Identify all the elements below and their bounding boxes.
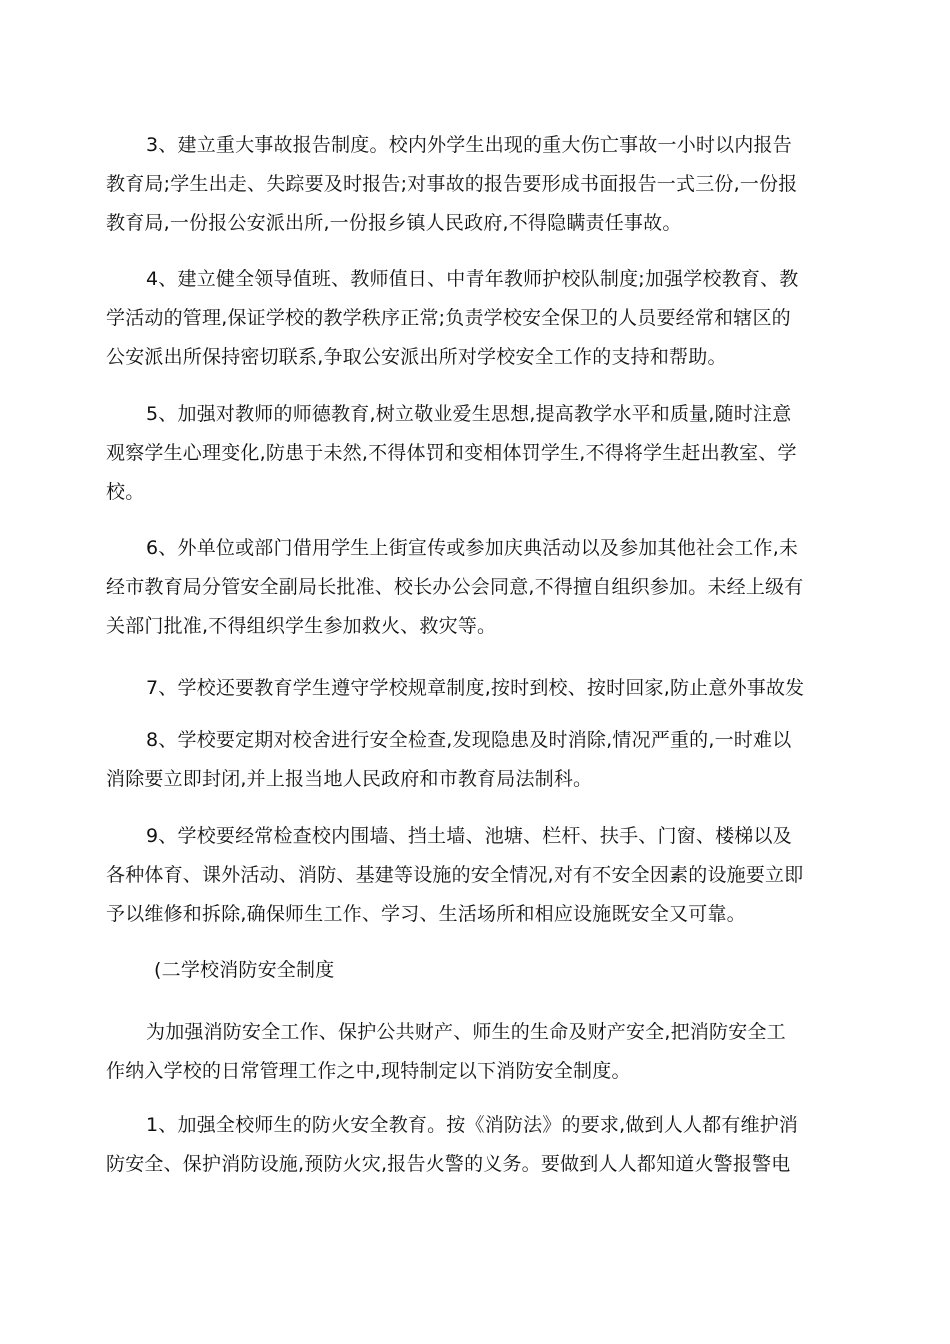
text-line: 为加强消防安全工作、保护公共财产、师生的生命及财产安全,把消防安全工: [146, 1021, 786, 1043]
text-line: 5、加强对教师的师德教育,树立敬业爱生思想,提高教学水平和质量,随时注意: [146, 403, 792, 425]
section-heading: [106, 951, 846, 990]
text-line: 防安全、保护消防设施,预防火灾,报告火警的义务。要做到人人都知道火警报警电: [106, 1153, 791, 1175]
text-line: 校。: [106, 481, 145, 503]
text-line: 予以维修和拆除,确保师生工作、学习、生活场所和相应设施既安全又可靠。: [106, 903, 746, 925]
text-line: 经市教育局分管安全副局长批准、校长办公会同意,不得擅自组织参加。未经上级有: [106, 576, 804, 598]
text-line: 8、学校要定期对校舍进行安全检查,发现隐患及时消除,情况严重的,一时难以: [146, 729, 792, 751]
text-line: 1、加强全校师生的防火安全教育。按《消防法》的要求,做到人人都有维护消: [146, 1114, 799, 1136]
text-line: 6、外单位或部门借用学生上街宣传或参加庆典活动以及参加其他社会工作,未: [146, 537, 799, 559]
text-line: 学活动的管理,保证学校的教学秩序正常;负责学校安全保卫的人员要经常和辖区的: [106, 307, 791, 329]
text-line: 4、建立健全领导值班、教师值日、中青年教师护校队制度;加强学校教育、教: [146, 268, 799, 290]
paragraph-item-6: [106, 529, 846, 646]
paragraph-item-5: [106, 395, 846, 512]
paragraph-item-7: [106, 669, 846, 708]
text-line: 各种体育、课外活动、消防、基建等设施的安全情况,对有不安全因素的设施要立即: [106, 864, 804, 886]
text-line: 教育局;学生出走、失踪要及时报告;对事故的报告要形成书面报告一式三份,一份报: [106, 173, 798, 195]
paragraph-fire-item-1: [106, 1106, 846, 1184]
text-line: 作纳入学校的日常管理工作之中,现特制定以下消防安全制度。: [106, 1060, 631, 1082]
paragraph-item-4: [106, 260, 846, 377]
text-line: 关部门批准,不得组织学生参加救火、救灾等。: [106, 615, 497, 637]
paragraph-item-3: [106, 126, 846, 243]
paragraph-item-8: [106, 721, 846, 799]
text-line: 观察学生心理变化,防患于未然,不得体罚和变相体罚学生,不得将学生赶出教室、学: [106, 442, 797, 464]
text-line: 教育局,一份报公安派出所,一份报乡镇人民政府,不得隐瞒责任事故。: [106, 212, 682, 234]
text-line: 公安派出所保持密切联系,争取公安派出所对学校安全工作的支持和帮助。: [106, 346, 727, 368]
text-line: 7、学校还要教育学生遵守学校规章制度,按时到校、按时回家,防止意外事故发: [146, 677, 805, 699]
text-line: 3、建立重大事故报告制度。校内外学生出现的重大伤亡事故一小时以内报告: [146, 134, 792, 156]
text-line: (二学校消防安全制度: [154, 959, 335, 981]
text-line: 9、学校要经常检查校内围墙、挡土墙、池塘、栏杆、扶手、门窗、楼梯以及: [146, 825, 792, 847]
paragraph-section-intro: [106, 1013, 846, 1091]
text-line: 消除要立即封闭,并上报当地人民政府和市教育局法制科。: [106, 768, 593, 790]
paragraph-item-9: [106, 817, 846, 934]
